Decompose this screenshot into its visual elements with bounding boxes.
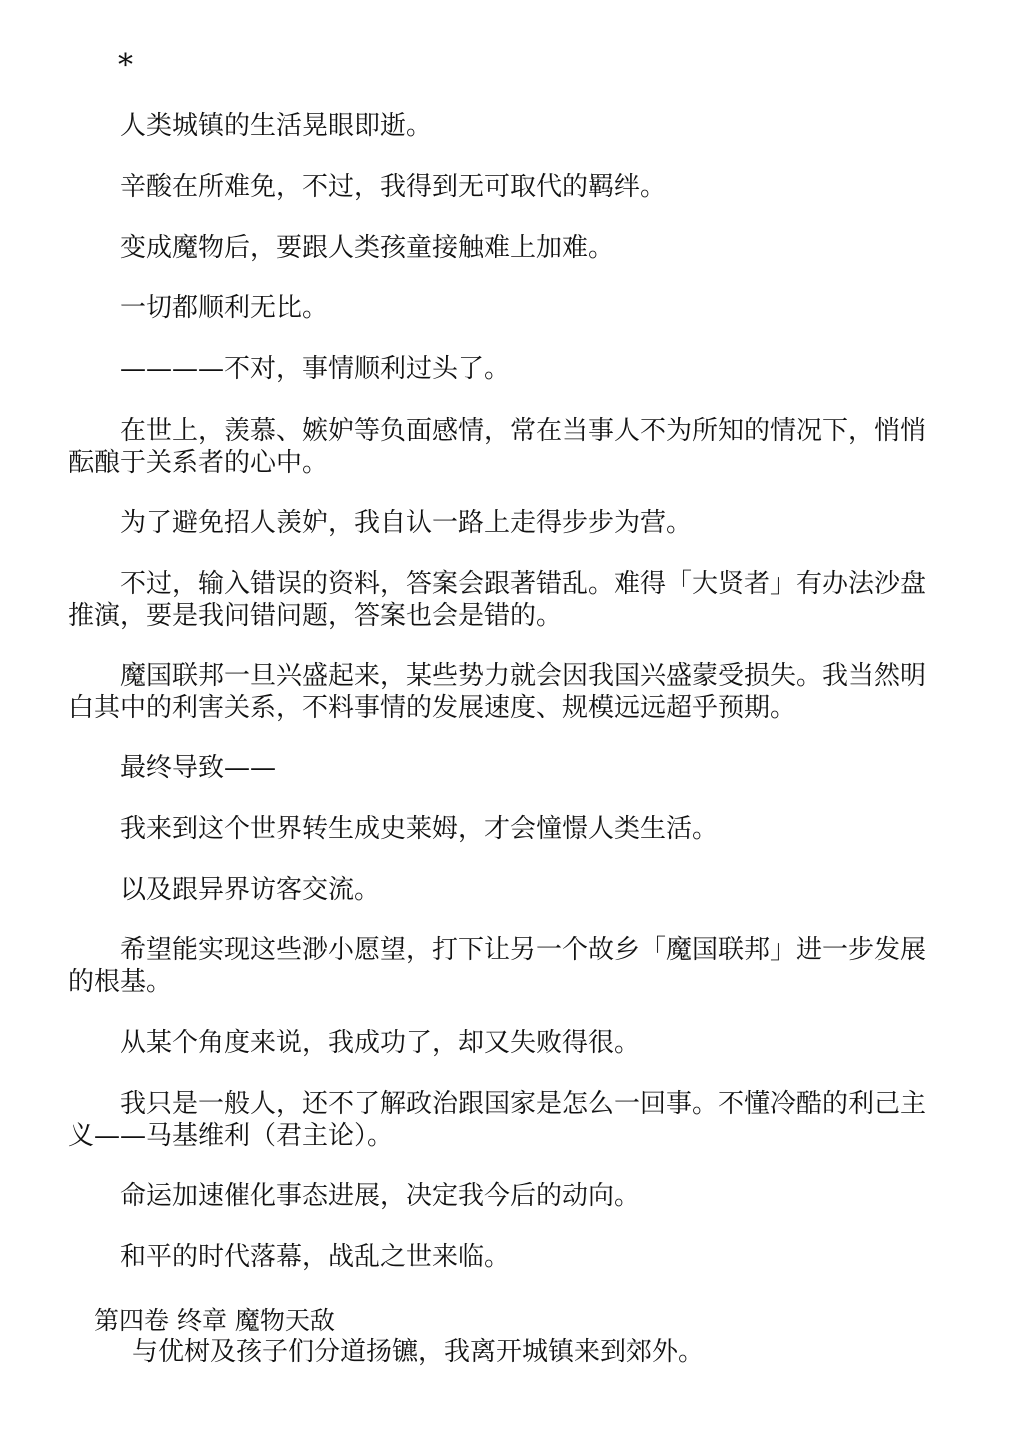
paragraph: 一切都顺利无比。 bbox=[120, 293, 329, 323]
chapter-first-paragraph: 与优树及孩子们分道扬镳，我离开城镇来到郊外。 bbox=[132, 1337, 705, 1367]
paragraph: 和平的时代落幕，战乱之世来临。 bbox=[120, 1242, 511, 1272]
paragraph: 从某个角度来说，我成功了，却又失败得很。 bbox=[120, 1028, 641, 1058]
paragraph: ————不对，事情顺利过头了。 bbox=[120, 354, 511, 384]
paragraph: 希望能实现这些渺小愿望，打下让另一个故乡「魔国联邦」进一步发展的根基。 bbox=[68, 935, 927, 997]
paragraph: 最终导致—— bbox=[120, 753, 277, 783]
paragraph: 人类城镇的生活晃眼即逝。 bbox=[120, 111, 433, 141]
chapter-heading: 第四卷 终章 魔物天敌 bbox=[94, 1306, 335, 1335]
paragraph: 在世上，羡慕、嫉妒等负面感情，常在当事人不为所知的情况下，悄悄酝酿于关系者的心中。 bbox=[68, 416, 927, 478]
paragraph: 我只是一般人，还不了解政治跟国家是怎么一回事。不懂冷酷的利己主义——马基维利（君主论）。 bbox=[68, 1089, 927, 1151]
paragraph: 辛酸在所难免，不过，我得到无可取代的羁绊。 bbox=[120, 172, 667, 202]
paragraph: 我来到这个世界转生成史莱姆，才会憧憬人类生活。 bbox=[120, 814, 719, 844]
paragraph: 为了避免招人羡妒，我自认一路上走得步步为营。 bbox=[120, 508, 693, 538]
paragraph: 以及跟异界访客交流。 bbox=[120, 875, 381, 905]
paragraph: 不过，输入错误的资料，答案会跟著错乱。难得「大贤者」有办法沙盘推演，要是我问错问题，答案也会是错的。 bbox=[68, 569, 927, 631]
section-separator: * bbox=[118, 48, 133, 83]
paragraph: 命运加速催化事态进展，决定我今后的动向。 bbox=[120, 1181, 641, 1211]
paragraph: 魔国联邦一旦兴盛起来，某些势力就会因我国兴盛蒙受损失。我当然明白其中的利害关系，不料事情的发展速度、规模远远超乎预期。 bbox=[68, 661, 927, 723]
paragraph: 变成魔物后，要跟人类孩童接触难上加难。 bbox=[120, 233, 615, 263]
